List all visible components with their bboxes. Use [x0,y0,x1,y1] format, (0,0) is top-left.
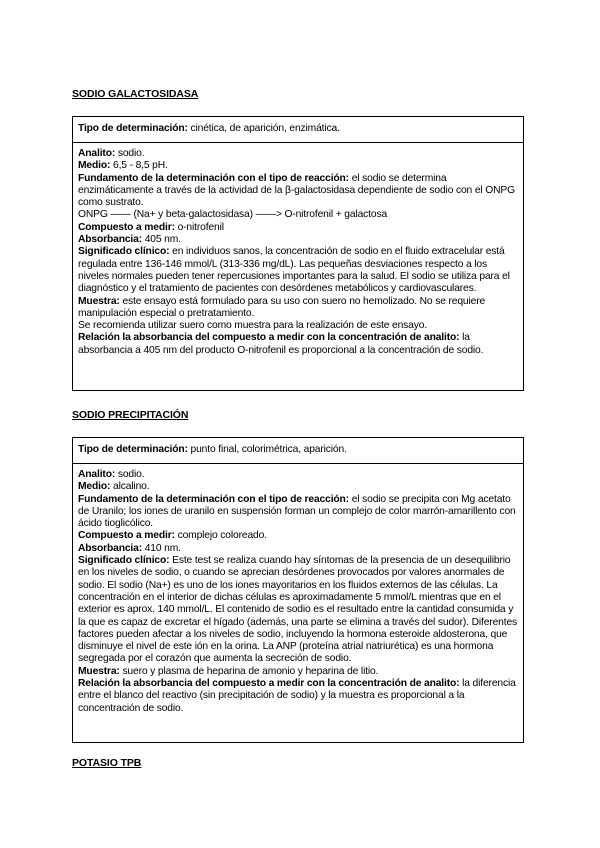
field-value: suero y plasma de heparina de amonio y heparina de litio. [122,665,379,677]
field-label: Absorbancia: [78,234,142,246]
field-label: Fundamento de la determinación con el tipo de reacción: [78,493,349,505]
sample-note: Se recomienda utilizar suero como muestra para la realización de este ensayo. [78,320,428,332]
field-value: en individuos sanos, la concentración de sodio en el fluido extracelular está regulada entre 136-146 mmol/L (313-336 mg/dL). Las pequeñas desviaciones respecto a los niveles normales pueden tener repercusiones importantes para la salud. El sodio se utiliza para el diagnóstico y el tratamiento de pacientes con desórdenes metabólicos y cardiovasculares. [78,246,510,295]
section-heading: POTASIO TPB [72,757,142,769]
field-value: 6,5 - 8,5 pH. [113,160,168,172]
field-value: la absorbancia a 405 nm del producto O-nitrofenil es proporcional a la concentración de sodio. [78,332,484,356]
field-value: sodio. [117,148,145,159]
determination-type-row [73,438,523,464]
field-label: Medio: [78,481,111,493]
field-value: punto final, colorimétrica, aparición. [190,444,347,455]
field-label: Analito: [78,148,116,159]
field-label: Significado clínico: [78,246,170,258]
field-value: 410 nm. [144,542,181,554]
field-label: Muestra: [78,665,120,677]
field-value: complejo coloreado. [177,530,267,542]
field-value: o-nitrofenil [177,221,224,233]
field-value: el sodio se precipita con Mg acetato de Uranilo; los iones de uranilo en suspensión forman un complejo de color marrón-amarillento con ácido tioglicólico. [78,493,516,530]
field-value: sodio. [117,469,145,480]
field-label: Relación la absorbancia del compuesto a medir con la concentración de analito: [78,678,460,690]
field-value: el sodio se determina enzimáticamente a través de la actividad de la β-galactosidasa dependiente de sodio con el ONPG como sustrato. [78,172,515,209]
field-label: Analito: [78,469,116,480]
field-value: 405 nm. [144,234,181,246]
field-label: Fundamento de la determinación con el tipo de reacción: [78,172,349,184]
field-label: Compuesto a medir: [78,530,175,542]
section-heading: SODIO GALACTOSIDASA [72,88,199,100]
field-value: Este test se realiza cuando hay síntomas de la presencia de un desequilibrio en los niveles de sodio, o cuando se aprecian desórdenes provocados por valores anormales de sodio. El sodio (Na+) es uno de los iones mayoritarios en los fluidos externos de las células. La concentración en el interior de dichas células es aproximadamente 5 mmol/L mientras que en el exterior es aprox. 140 mmol/L. El contenido de sodio es el resultado entre la cantidad consumida y la que es capaz de excretar el hígado (además, una parte se elimina a través del sudor). Diferentes factores pueden afectar a los niveles de sodio, incluyendo la hormona esteroide aldosterona, que disminuye el nivel de este ión en la orina. La ANP (proteína atrial natriurética) es una hormona segregada por el corazón que aumenta la secreción de sodio. [78,555,518,665]
reaction-equation: ONPG —— (Na+ y beta-galactosidasa) ——> O-nitrofenil + galactosa [78,209,388,221]
field-label: Muestra: [78,295,120,307]
field-value: este ensayo está formulado para su uso con suero no hemolizado. No se requiere manipulación especial o pretratamiento. [78,295,486,319]
field-value: la diferencia entre el blanco del reactivo (sin precipitación de sodio) y la muestra es proporcional a la concentración de sodio. [78,678,516,714]
determination-table [72,437,524,743]
field-label: Tipo de determinación: [78,444,188,455]
determination-table [72,116,524,391]
field-label: Significado clínico: [78,555,170,567]
field-value: cinética, de aparición, enzimática. [190,123,340,134]
field-label: Tipo de determinación: [78,123,188,134]
field-label: Absorbancia: [78,542,142,554]
determination-details [78,148,519,357]
field-label: Compuesto a medir: [78,221,175,233]
field-label: Medio: [78,160,111,172]
section-heading: SODIO PRECIPITACIÓN [72,409,189,421]
field-value: alcalino. [113,481,150,493]
field-label: Relación la absorbancia del compuesto a medir con la concentración de analito: [78,332,460,344]
determination-details [78,469,519,715]
determination-type-row [73,117,523,143]
